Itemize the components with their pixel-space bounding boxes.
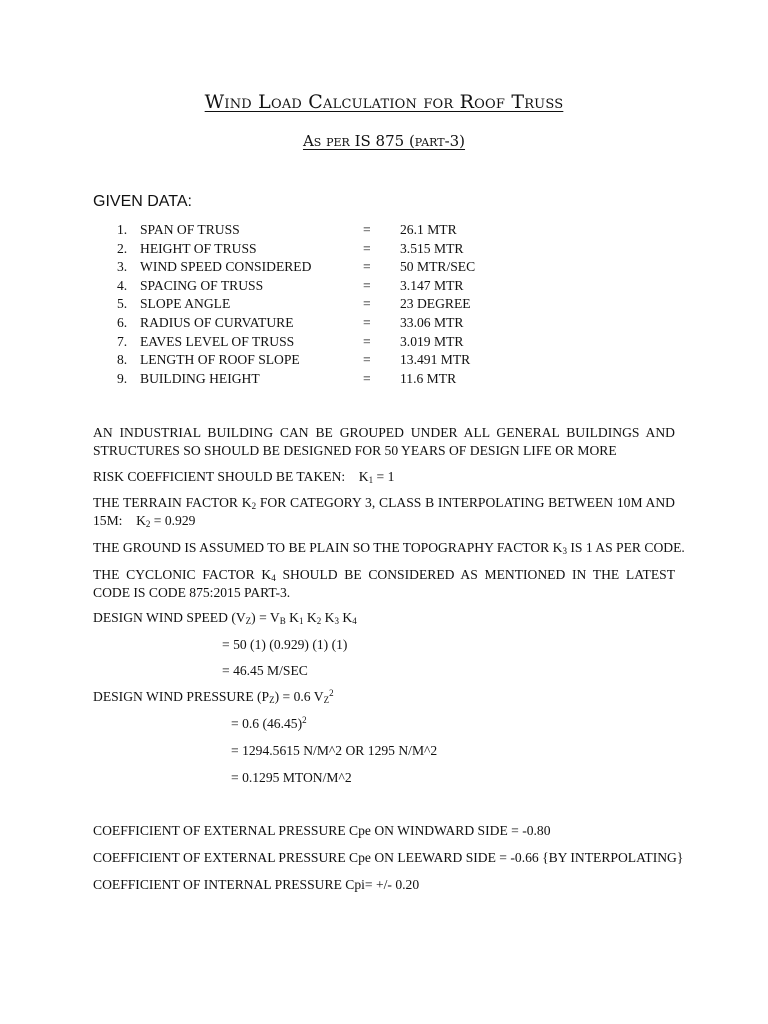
cyclonic-post: SHOULD BE CONSIDERED AS MENTIONED IN THE LATEST CODE IS CODE 875:2015 PART-3. bbox=[93, 567, 676, 601]
item-number: 8. bbox=[117, 352, 128, 368]
given-data-list bbox=[117, 221, 537, 388]
item-number: 3. bbox=[117, 259, 128, 275]
given-data-item bbox=[117, 295, 537, 314]
item-label: LENGTH OF ROOF SLOPE bbox=[140, 352, 300, 368]
dwp-label-post: ) = 0.6 V bbox=[274, 689, 324, 704]
item-equals: = bbox=[363, 370, 371, 386]
item-value: 33.06 MTR bbox=[400, 314, 464, 330]
item-equals: = bbox=[363, 240, 371, 256]
item-equals: = bbox=[363, 352, 371, 368]
item-value: 3.147 MTR bbox=[400, 277, 464, 293]
dwp-vz-sub: Z bbox=[323, 695, 330, 705]
given-data-item bbox=[117, 351, 537, 370]
terrain-symbol: K bbox=[136, 513, 146, 529]
dwp-label: DESIGN WIND PRESSURE (P bbox=[93, 689, 270, 704]
risk-text: RISK COEFFICIENT SHOULD BE TAKEN: bbox=[93, 469, 346, 484]
given-data-item bbox=[117, 240, 537, 259]
risk-symbol: K bbox=[358, 469, 369, 484]
dws-k2-sub: 2 bbox=[316, 616, 322, 626]
dws-label: DESIGN WIND SPEED (V bbox=[93, 610, 246, 625]
design-wind-speed-step-1: = 50 (1) (0.929) (1) (1) bbox=[222, 637, 348, 652]
given-data-item bbox=[117, 221, 537, 240]
dwp-step1-text: = 0.6 (46.45) bbox=[231, 716, 303, 731]
item-equals: = bbox=[363, 314, 371, 330]
dwp-exp: 2 bbox=[329, 688, 334, 698]
design-wind-pressure-step-2: = 1294.5615 N/M^2 OR 1295 N/M^2 bbox=[231, 743, 438, 758]
topo-sub: 3 bbox=[562, 546, 567, 556]
dws-label-sub: Z bbox=[245, 616, 252, 626]
item-number: 6. bbox=[117, 314, 128, 330]
item-value: 26.1 MTR bbox=[400, 222, 457, 237]
item-equals: = bbox=[363, 222, 371, 237]
item-number: 4. bbox=[117, 277, 128, 293]
coefficient-leeward-line: COEFFICIENT OF EXTERNAL PRESSURE Cpe ON LEEWARD SIDE = -0.66 {BY INTERPOLATING} bbox=[93, 850, 684, 865]
terrain-pre: THE TERRAIN FACTOR K bbox=[93, 495, 252, 510]
item-value: 11.6 MTR bbox=[400, 370, 457, 386]
dws-k1: K bbox=[289, 610, 299, 625]
item-number: 1. bbox=[117, 222, 128, 237]
terrain-factor-paragraph bbox=[93, 494, 675, 531]
item-number: 9. bbox=[117, 370, 128, 386]
item-label: BUILDING HEIGHT bbox=[140, 370, 260, 386]
item-value: 13.491 MTR bbox=[400, 352, 471, 368]
design-wind-pressure-line bbox=[93, 688, 334, 706]
dws-label-post: ) = V bbox=[251, 610, 280, 625]
dwp-label-sub: Z bbox=[269, 695, 275, 705]
document-subtitle: As per IS 875 (part-3) bbox=[302, 132, 466, 150]
risk-subscript: 1 bbox=[368, 475, 374, 485]
item-label: SLOPE ANGLE bbox=[140, 296, 231, 312]
item-value: 3.019 MTR bbox=[400, 333, 464, 349]
topography-line bbox=[93, 539, 685, 557]
item-label: RADIUS OF CURVATURE bbox=[140, 314, 294, 330]
design-wind-speed-step-2: = 46.45 M/SEC bbox=[222, 663, 308, 678]
design-wind-pressure-step-1 bbox=[231, 715, 307, 733]
design-wind-speed-line bbox=[93, 609, 357, 627]
given-data-item bbox=[117, 258, 537, 277]
given-data-item bbox=[117, 277, 537, 296]
terrain-post: FOR CATEGORY 3, CLASS B INTERPOLATING BETWEEN 10M AND 15M: bbox=[93, 495, 675, 529]
topo-post: IS 1 AS PER CODE. bbox=[566, 540, 685, 555]
intro-paragraph: AN INDUSTRIAL BUILDING CAN BE GROUPED UNDER ALL GENERAL BUILDINGS AND STRUCTURES SO SHOULD BE DESIGNED FOR 50 YEARS OF DESIGN LIFE OR MORE bbox=[93, 425, 675, 459]
cyclonic-factor-paragraph bbox=[93, 566, 675, 603]
item-value: 23 DEGREE bbox=[400, 296, 471, 312]
item-equals: = bbox=[363, 333, 371, 349]
given-data-item bbox=[117, 370, 537, 389]
risk-value: = 1 bbox=[373, 469, 395, 484]
item-equals: = bbox=[363, 277, 371, 293]
dws-k1-sub: 1 bbox=[298, 616, 304, 626]
dws-k2: K bbox=[306, 610, 317, 625]
item-label: SPACING OF TRUSS bbox=[140, 277, 264, 293]
cyclonic-pre: THE CYCLONIC FACTOR K bbox=[93, 567, 272, 582]
dws-k4: K bbox=[342, 610, 353, 625]
item-label: EAVES LEVEL OF TRUSS bbox=[140, 333, 295, 349]
terrain-symbol-sub: 2 bbox=[145, 519, 151, 530]
topo-pre: THE GROUND IS ASSUMED TO BE PLAIN SO THE TOPOGRAPHY FACTOR K bbox=[93, 540, 563, 555]
item-number: 5. bbox=[117, 296, 128, 312]
item-label: HEIGHT OF TRUSS bbox=[140, 240, 257, 256]
coefficient-internal-line: COEFFICIENT OF INTERNAL PRESSURE Cpi= +/- 0.20 bbox=[93, 877, 420, 892]
dwp-step1-exp: 2 bbox=[302, 715, 307, 725]
item-equals: = bbox=[363, 259, 371, 275]
given-data-heading: GIVEN DATA: bbox=[93, 193, 192, 210]
given-data-item bbox=[117, 314, 537, 333]
item-value: 3.515 MTR bbox=[400, 240, 464, 256]
dws-k3-sub: 3 bbox=[334, 616, 339, 626]
terrain-value: = 0.929 bbox=[150, 513, 196, 529]
dws-vb-sub: B bbox=[279, 616, 286, 626]
cyclonic-sub: 4 bbox=[271, 573, 276, 583]
document-title: Wind Load Calculation for Roof Truss bbox=[204, 91, 564, 113]
item-label: WIND SPEED CONSIDERED bbox=[140, 259, 312, 275]
item-value: 50 MTR/SEC bbox=[400, 259, 476, 275]
risk-coefficient-line bbox=[93, 468, 394, 486]
given-data-item bbox=[117, 333, 537, 352]
design-wind-pressure-step-3: = 0.1295 MTON/M^2 bbox=[231, 770, 352, 785]
terrain-sub: 2 bbox=[251, 501, 257, 511]
dws-k4-sub: 4 bbox=[352, 616, 357, 626]
coefficient-windward-line: COEFFICIENT OF EXTERNAL PRESSURE Cpe ON WINDWARD SIDE = -0.80 bbox=[93, 823, 551, 838]
item-number: 7. bbox=[117, 333, 128, 349]
dws-k3: K bbox=[324, 610, 335, 625]
item-label: SPAN OF TRUSS bbox=[140, 222, 240, 237]
item-equals: = bbox=[363, 296, 371, 312]
item-number: 2. bbox=[117, 240, 128, 256]
